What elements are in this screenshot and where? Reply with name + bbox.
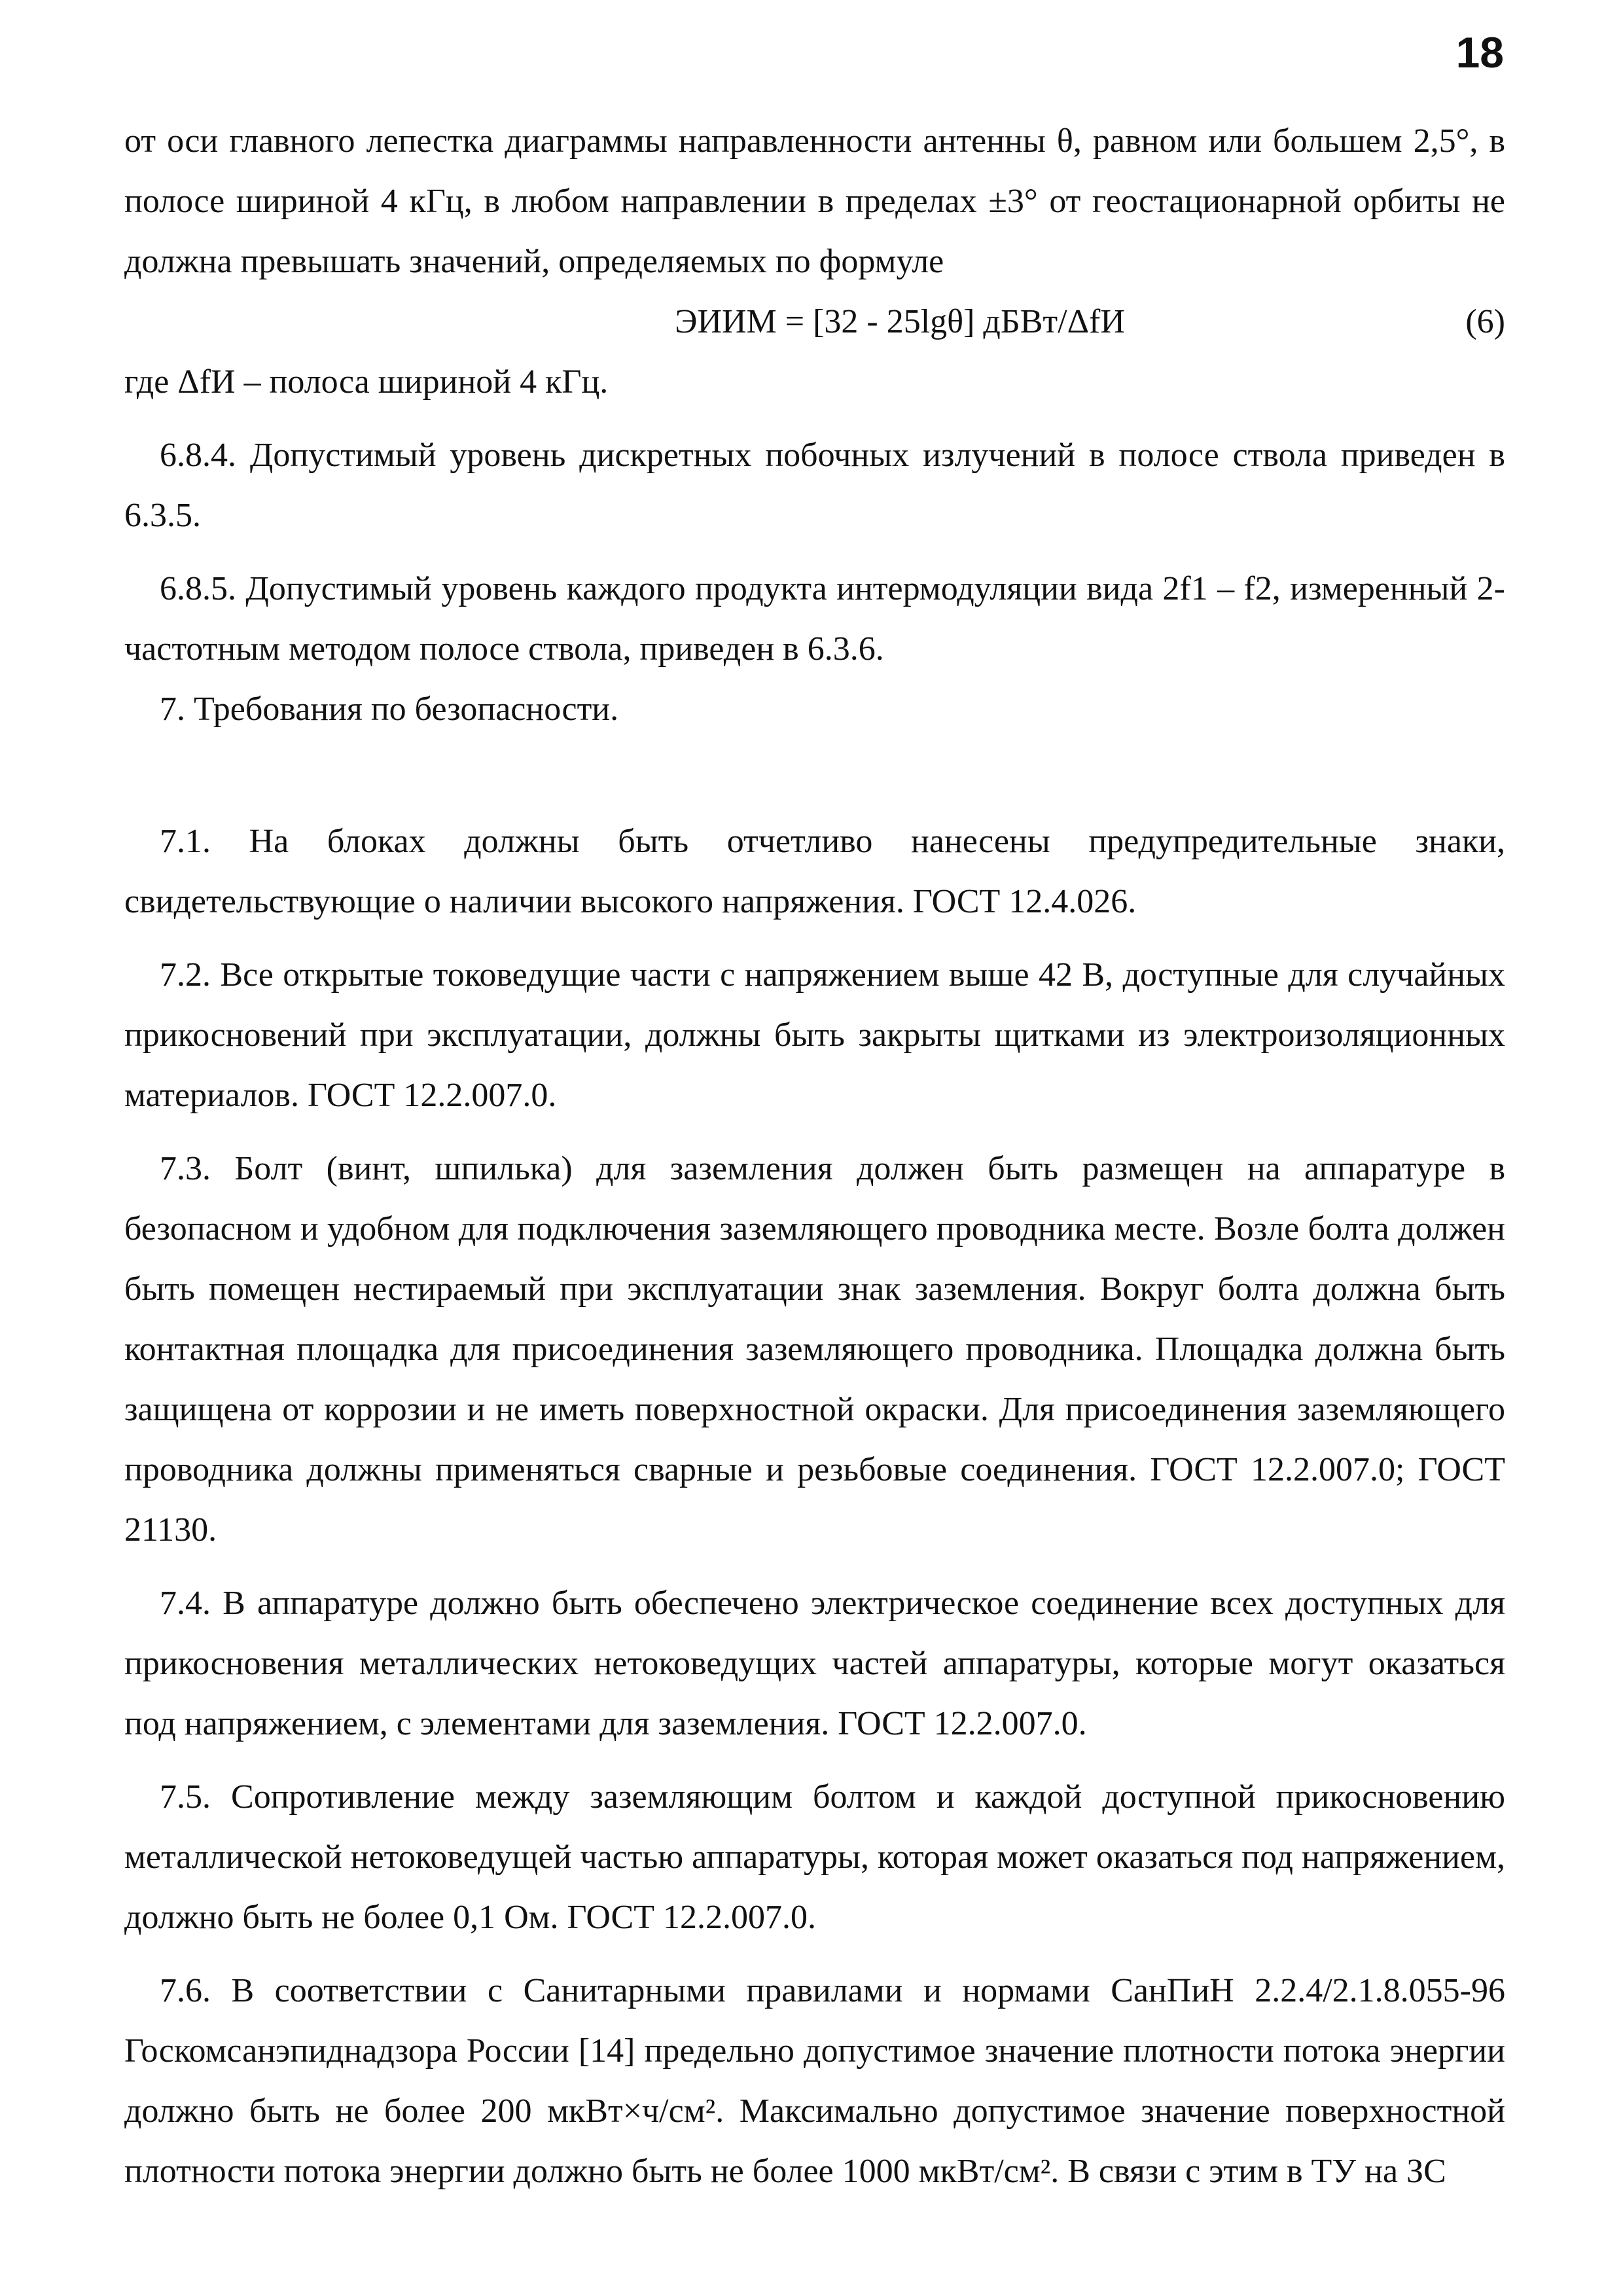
section-heading: 7. Требования по безопасности. bbox=[160, 691, 619, 728]
formula-where: где ΔfИ – полоса шириной 4 кГц. bbox=[124, 363, 609, 401]
paragraph-7-5: 7.5. Сопротивление между заземляющим болтом и каждой доступной прикосновению металлической нетоковедущей частью аппаратуры, которая может оказаться под напряжением, должно быть не более 0,1 Ом. ГОСТ 12.2.007.0. bbox=[124, 1778, 1505, 1936]
paragraph-7-1: 7.1. На блоках должны быть отчетливо нанесены предупредительные знаки, свидетельствующие о наличии высокого напряжения. ГОСТ 12.4.026. bbox=[124, 823, 1505, 920]
formula-number: (6) bbox=[1465, 303, 1505, 340]
paragraph-continuation: от оси главного лепестка диаграммы направленности антенны θ, равном или большем 2,5°, в полосе шириной 4 кГц, в любом направлении в пределах ±3° от геостационарной орбиты не должна превышать значений, определяемых по формуле bbox=[124, 122, 1505, 280]
paragraph-7-6: 7.6. В соответствии с Санитарными правилами и нормами СанПиН 2.2.4/2.1.8.055-96 Госкомсанэпиднадзора России [14] предельно допустимое значение плотности потока энергии должно быть не более 200 мкВт×ч/см². Максимально допустимое значение поверхностной плотности потока энергии должно быть не более 1000 мкВт/см². В связи с этим в ТУ на ЗС bbox=[124, 1972, 1505, 2190]
paragraph-6-8-4: 6.8.4. Допустимый уровень дискретных побочных излучений в полосе ствола приведен в 6.3.5. bbox=[124, 437, 1505, 534]
body-text bbox=[124, 111, 1505, 2202]
paragraph-6-8-5: 6.8.5. Допустимый уровень каждого продукта интермодуляции вида 2f1 – f2, измеренный 2-частотным методом полосе ствола, приведен в 6.3.6. bbox=[124, 570, 1505, 668]
paragraph-7-4: 7.4. В аппаратуре должно быть обеспечено электрическое соединение всех доступных для прикосновения металлических нетоковедущих частей аппаратуры, которые могут оказаться под напряжением, с элементами для заземления. ГОСТ 12.2.007.0. bbox=[124, 1585, 1505, 1742]
paragraph-7-3: 7.3. Болт (винт, шпилька) для заземления должен быть размещен на аппаратуре в безопасном и удобном для подключения заземляющего проводника месте. Возле болта должен быть помещен нестираемый при эксплуатации знак заземления. Вокруг болта должна быть контактная площадка для присоединения заземляющего проводника. Площадка должна быть защищена от коррозии и не иметь поверхностной окраски. Для присоединения заземляющего проводника должны применяться сварные и резьбовые соединения. ГОСТ 12.2.007.0; ГОСТ 21130. bbox=[124, 1150, 1505, 1549]
formula-line bbox=[124, 292, 1505, 352]
page-number: 18 bbox=[1455, 28, 1504, 77]
formula: ЭИИМ = [32 - 25lgθ] дБВт/ΔfИ bbox=[675, 303, 1125, 340]
paragraph-7-2: 7.2. Все открытые токоведущие части с напряжением выше 42 В, доступные для случайных прикосновений при эксплуатации, должны быть закрыты щитками из электроизоляционных материалов. ГОСТ 12.2.007.0. bbox=[124, 956, 1505, 1114]
